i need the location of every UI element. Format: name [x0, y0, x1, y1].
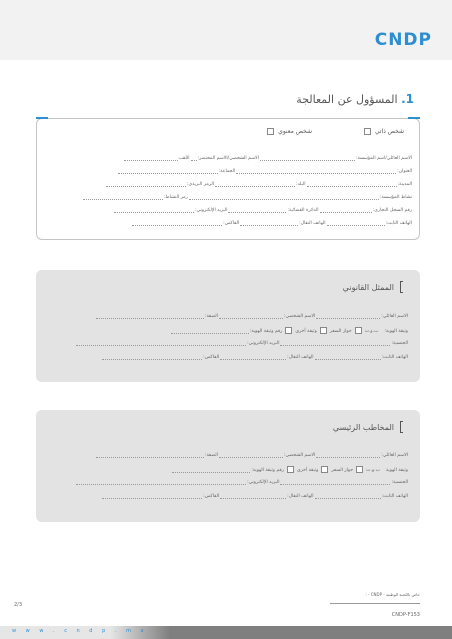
cndp-logo: CNDP — [374, 30, 432, 50]
contact-nationality-label: الجنسية: — [391, 480, 408, 485]
section-1-label: المسؤول عن المعالجة — [296, 93, 398, 106]
contact-mobile-label: الهاتف النقال: — [287, 494, 314, 499]
legal-row-nationality — [38, 341, 408, 346]
legal-passport-checkbox[interactable] — [320, 327, 327, 334]
option-legal-person[interactable] — [267, 128, 312, 135]
legal-email-field[interactable] — [76, 341, 246, 346]
name-field[interactable] — [260, 156, 355, 161]
legal-other-doc-checkbox[interactable] — [285, 327, 292, 334]
contact-cin-checkbox[interactable] — [356, 466, 363, 473]
legal-fax-field[interactable] — [102, 355, 202, 360]
legal-fax-label: الفاكس: — [203, 355, 220, 360]
activity-code-field[interactable] — [83, 195, 163, 200]
contact-name-label: الاسم العائلي: — [381, 453, 408, 458]
email-label: البريد الإلكتروني: — [195, 208, 228, 213]
title-bracket — [400, 281, 403, 293]
contact-phone-label: الهاتف الثابت: — [381, 494, 408, 499]
row-name — [38, 156, 412, 161]
court-label: الدائرة القضائية: — [287, 208, 319, 213]
legal-mobile-field[interactable] — [220, 355, 286, 360]
registry-field[interactable] — [320, 208, 372, 213]
contact-fax-field[interactable] — [102, 494, 202, 499]
option-legal-label: شخص معنوي — [278, 128, 312, 135]
footer-divider — [330, 603, 420, 604]
contact-name-field[interactable] — [316, 453, 380, 458]
contact-phone-field[interactable] — [315, 494, 381, 499]
website-url[interactable]: w w w . c n d p . m a — [12, 628, 148, 634]
page-number: 2/3 — [14, 602, 23, 608]
option-natural-person[interactable] — [364, 128, 404, 135]
contact-other-doc-checkbox[interactable] — [287, 466, 294, 473]
contact-id-number-field[interactable] — [172, 468, 250, 473]
row-registry — [38, 208, 412, 213]
legal-id-number-label: رقم وثيقة الهوية: — [249, 329, 283, 334]
contact-passport-label: جواز السفر — [331, 468, 354, 473]
contact-id-number-label: رقم وثيقة الهوية: — [251, 468, 284, 473]
legal-name-label: الاسم العائلي: — [381, 314, 408, 319]
registry-label: رقم السجل التجاري: — [372, 208, 412, 213]
form-code: CNDP-F153 — [391, 612, 420, 618]
contact-row-id — [38, 466, 408, 473]
legal-role-field[interactable] — [96, 314, 204, 319]
contact-first-name-field[interactable] — [219, 453, 283, 458]
legal-nationality-label: الجنسية: — [391, 341, 408, 346]
row-city — [38, 182, 412, 187]
legal-row-phones — [38, 355, 408, 360]
contact-row-phones — [38, 494, 408, 499]
first-name-label: الاسم الشخصي/الاسم المختصر: — [197, 156, 259, 161]
fax-field[interactable] — [132, 221, 222, 226]
legal-id-number-field[interactable] — [171, 329, 249, 334]
section-1-title — [296, 92, 414, 106]
contact-email-label: البريد الإلكتروني: — [247, 480, 280, 485]
email-field[interactable] — [114, 208, 194, 213]
legal-rep-title: الممثل القانوني — [342, 283, 394, 292]
legal-person-checkbox[interactable] — [267, 128, 274, 135]
legal-row-id — [38, 327, 408, 334]
contact-id-doc-label: وثيقة الهوية — [385, 468, 408, 473]
postal-label: الرمز البريدي: — [186, 182, 215, 187]
legal-id-doc-label: وثيقة الهوية: — [384, 329, 408, 334]
contact-role-label: الصفة: — [204, 453, 218, 458]
contact-fax-label: الفاكس: — [203, 494, 220, 499]
footer-bar — [0, 626, 452, 639]
legal-first-name-label: الاسم الشخصي: — [283, 314, 316, 319]
activity-code-label: رمز النشاط: — [163, 195, 188, 200]
row-phones — [38, 221, 412, 226]
row-activity — [38, 195, 412, 200]
legal-nationality-field[interactable] — [280, 341, 390, 346]
activity-field[interactable] — [189, 195, 379, 200]
natural-person-checkbox[interactable] — [364, 128, 371, 135]
contact-nationality-field[interactable] — [280, 480, 390, 485]
mobile-field[interactable] — [240, 221, 298, 226]
legal-name-field[interactable] — [316, 314, 380, 319]
contact-passport-checkbox[interactable] — [321, 466, 328, 473]
contact-cin-label: ب.و.ت — [366, 468, 380, 473]
corner-accent-right — [408, 117, 420, 119]
corner-accent-left — [36, 117, 48, 119]
legal-phone-label: الهاتف الثابت: — [381, 355, 408, 360]
title-bracket — [400, 421, 403, 433]
contact-mobile-field[interactable] — [220, 494, 286, 499]
court-field[interactable] — [228, 208, 286, 213]
reserved-cndp-label: خاص باللجنة الوطنية - CNDP - : — [365, 592, 420, 597]
phone-label: الهاتف الثابت: — [385, 221, 412, 226]
legal-mobile-label: الهاتف النقال: — [287, 355, 314, 360]
legal-row-name — [38, 314, 408, 319]
country-field[interactable] — [215, 182, 295, 187]
main-contact-title: المخاطب الرئيسي — [332, 423, 394, 432]
contact-role-field[interactable] — [96, 453, 204, 458]
contact-row-name — [38, 453, 408, 458]
legal-phone-field[interactable] — [315, 355, 381, 360]
legal-other-doc-label: وثيقة أخرى — [295, 329, 317, 334]
country-label: البلد: — [296, 182, 306, 187]
first-name-field[interactable] — [191, 156, 197, 161]
legal-email-label: البريد الإلكتروني: — [247, 341, 280, 346]
mobile-label: الهاتف النقال: — [299, 221, 326, 226]
address-label: العنوان: — [397, 169, 412, 174]
contact-other-doc-label: وثيقة أخرى — [296, 468, 319, 473]
postal-field[interactable] — [106, 182, 186, 187]
commune-field[interactable] — [118, 169, 218, 174]
acronym-label: اللقب — [178, 156, 190, 161]
contact-row-nationality — [38, 480, 408, 485]
section-number: 1. — [401, 92, 414, 106]
legal-passport-label: جواز السفر — [329, 329, 352, 334]
commune-label: الجماعة: — [218, 169, 236, 174]
contact-first-name-label: الاسم الشخصي: — [283, 453, 316, 458]
contact-email-field[interactable] — [76, 480, 246, 485]
option-natural-label: شخص ذاتي — [374, 128, 404, 135]
legal-role-label: الصفة: — [204, 314, 218, 319]
city-label: المدينة: — [397, 182, 412, 187]
legal-cin-checkbox[interactable] — [355, 327, 362, 334]
city-field[interactable] — [307, 182, 397, 187]
name-label: الاسم العائلي/اسم المؤسسة: — [355, 156, 412, 161]
activity-label: نشاط المؤسسة: — [379, 195, 412, 200]
fax-label: الفاكس: — [223, 221, 240, 226]
legal-cin-label: ب.و.ت — [364, 329, 379, 334]
acronym-field[interactable] — [124, 156, 178, 161]
address-field[interactable] — [236, 169, 396, 174]
legal-first-name-field[interactable] — [219, 314, 283, 319]
phone-field[interactable] — [327, 221, 385, 226]
row-address — [38, 169, 412, 174]
